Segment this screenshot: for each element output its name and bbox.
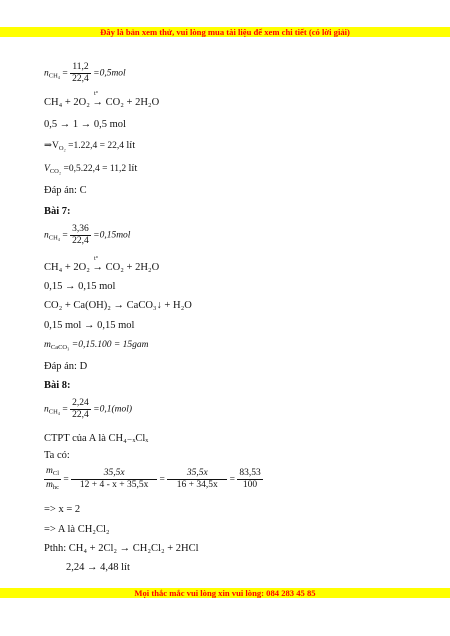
- b8-reaction: Pthh: CH₄ + 2Cl₂ → CH₂Cl₂ + 2HCl: [44, 543, 199, 554]
- b8-x-value: => x = 2: [44, 504, 81, 515]
- b8-title: Bài 8:: [44, 380, 71, 391]
- b7-title: Bài 7:: [44, 206, 71, 217]
- b7-reaction-2: CO₂ + Ca(OH)₂ → CaCO₃↓ + H₂O: [44, 300, 192, 311]
- b6-reaction: CH₄ + 2O₂ → CO₂ + 2H₂O t°: [44, 91, 160, 108]
- b7-mole-ratio-1: 0,15 → 0,15 mol: [44, 281, 116, 292]
- preview-notice-banner: Đây là bản xem thử, vui lòng mua tài liệu để xem chi tiết (có lời giải): [0, 27, 450, 37]
- b7-reaction-1: CH₄ + 2O₂ → CO₂ + 2H₂O t°: [44, 256, 160, 273]
- contact-banner: Mọi thắc mắc vui lòng xin vui lòng: 084 283 45 85: [0, 588, 450, 598]
- b6-mole-equation: $n_{CH_4}$ = $\frac{11,2}{22,4}$ =0,5mol: [44, 62, 126, 84]
- b6-mole-ratio: 0,5 → 1 → 0,5 mol: [44, 119, 126, 130]
- b6-volume-co2: $V_{CO_2} =0,5.22,4 = 11,2$ lít: [44, 163, 138, 175]
- b8-mole-ratio: 2,24 → 4,48 lít: [66, 562, 130, 573]
- b7-mass-caco3: $m_{CaCO_3} =0,15.100 = 15gam$: [44, 340, 149, 351]
- b7-answer: Đáp án: D: [44, 361, 88, 372]
- b8-compound: => A là CH₂Cl₂: [44, 524, 110, 535]
- b8-ratio-equation: $\frac{m_{Cl}}{m_{hc}}$ = $\frac{35,5x}{12 + 4 - x + 35,5x}$ = $\frac{35,5x}{16 + 34,5x}$ = $\frac{83,53}{100}$: [46, 466, 261, 491]
- b8-mole-equation: $n_{CH_4}$ = $\frac{2,24}{22,4}$ =0,1(mol): [44, 398, 133, 420]
- b7-mole-ratio-2: 0,15 mol → 0,15 mol: [44, 320, 135, 331]
- b6-answer: Đáp án: C: [44, 185, 87, 196]
- b8-taco: Ta có:: [44, 450, 70, 461]
- b6-volume-o2: $\Rightarrow V_{O_2} =1.22,4 = 22,4$ lít: [44, 140, 136, 152]
- b8-formula: CTPT của A là CH₄₋ₓClₓ: [44, 433, 149, 444]
- b7-mole-equation: $n_{CH_4}$ = $\frac{3,36}{22,4}$ =0,15mol: [44, 224, 131, 246]
